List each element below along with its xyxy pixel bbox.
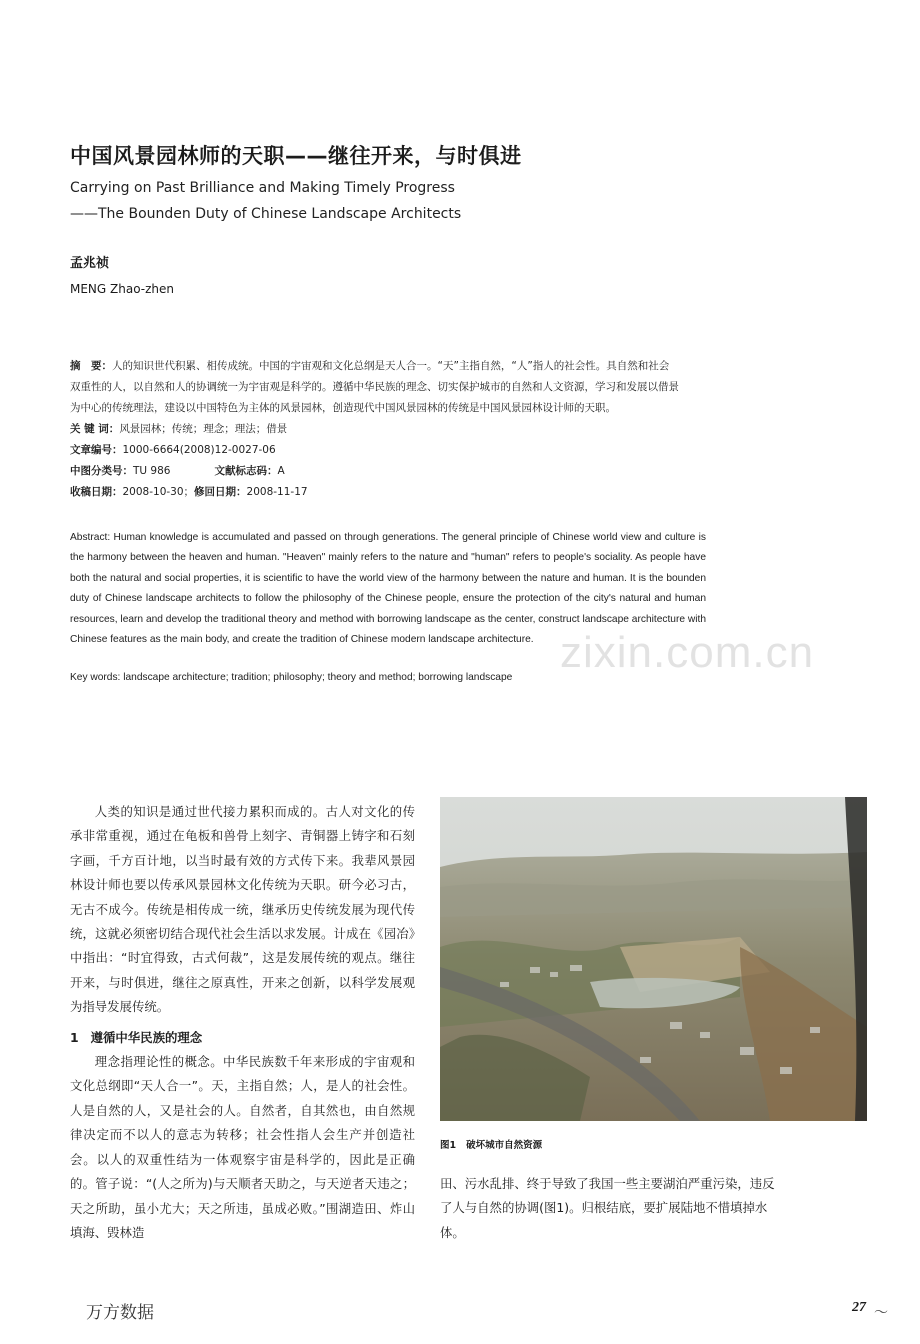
classification: 中图分类号：TU 986 文献标志码：A xyxy=(70,465,285,477)
figure-caption: 图1 破坏城市自然资源 xyxy=(440,1140,543,1151)
body-right-column xyxy=(440,1172,785,1245)
cn-abstract-line-3: 为中心的传统理法，建设以中国特色为主体的风景园林，创造现代中国风景园林的传统是中国风景园林设计师的天职。 xyxy=(70,402,616,414)
body-left-column xyxy=(70,800,415,1245)
title-en-line1: Carrying on Past Brilliance and Making Timely Progress xyxy=(70,180,455,196)
cn-abstract xyxy=(70,356,710,503)
dates: 收稿日期：2008-10-30；修回日期：2008-11-17 xyxy=(70,486,308,498)
footer-source: 万方数据 xyxy=(86,1303,154,1323)
aerial-city-photo xyxy=(440,797,867,1121)
aerial-photo-graphic xyxy=(440,797,867,1121)
en-abstract-label: Abstract: xyxy=(70,532,111,543)
right-column-paragraph: 田、污水乱排、终于导致了我国一些主要湖泊严重污染，违反了人与自然的协调(图1)。归根结底，要扩展陆地不惜填掉水体。 xyxy=(440,1176,775,1240)
section-1-heading: 1 遵循中华民族的理念 xyxy=(70,1029,203,1045)
intro-paragraph: 人类的知识是通过世代接力累积而成的。古人对文化的传承非常重视，通过在龟板和兽骨上刻字、青铜器上铸字和石刻字画，千方百计地，以当时最有效的方式传下来。我辈风景园林设计师也要以传承风景园林文化传统为天职。研今必习古，无古不成今。传统是相传成一统，继承历史传统发展为现代传统，这就必须密切结合现代社会生活以求发展。计成在《园冶》中指出：“时宜得致，古式何裁”，这是发展传统的观点。继往开来，与时俱进，继往之原真性，开来之创新，以科学发展观为指导发展传统。 xyxy=(70,804,415,1015)
cn-keywords: 关 键 词：风景园林；传统；理念；理法；借景 xyxy=(70,423,288,435)
section-1-paragraph: 理念指理论性的概念。中华民族数千年来形成的宇宙观和文化总纲即“天人合一”。天，主指自然；人，是人的社会性。人是自然的人，又是社会的人。自然者，自其然也，由自然规律决定而不以人的意志为转移；社会性指人会生产并创造社会。以人的双重性结为一体观察宇宙是科学的，因此是正确的。管子说：“(人之所为)与天顺者天助之，与天逆者天违之；天之所助，虽小尤大；天之所违，虽成必败。”围湖造田、炸山填海、毁林造 xyxy=(70,1054,415,1240)
cn-abstract-line-1: 摘 要：人的知识世代积累、相传成统。中国的宇宙观和文化总纲是天人合一。“天”主指自然，“人”指人的社会性。具自然和社会 xyxy=(70,360,670,372)
en-keywords: Key words: landscape architecture; tradition; philosophy; theory and method; borrowing landscape xyxy=(70,672,513,683)
page-number: 27 xyxy=(852,1300,866,1315)
abstract-label: 摘 要： xyxy=(70,360,112,372)
cn-abstract-line-2: 双重性的人，以自然和人的协调统一为宇宙观是科学的。遵循中华民族的理念、切实保护城市的自然和人文资源，学习和发展以借景 xyxy=(70,381,679,393)
author-en: MENG Zhao-zhen xyxy=(70,282,174,296)
author-cn: 孟兆祯 xyxy=(70,256,110,271)
article-number: 文章编号：1000-6664(2008)12-0027-06 xyxy=(70,444,276,456)
watermark: zixin.com.cn xyxy=(560,628,815,677)
en-abstract-text: Human knowledge is accumulated and passed on through generations. The general principle of Chinese world view and culture is the harmony between the heaven and human. "Heaven" mainly refers to the nature and "human" refers to people's sociality. As people have both the natural and social properties, it is scientific to have the world view of the harmony between the nature and human. It is the bounden duty of Chinese landscape architects to follow the philosophy of the Chinese people, ensure the protection of the city's natural and human resources, learn and develop the traditional theory and method with borrowing landscape as the center, construct landscape architecture with Chinese features as the main body, and create the tradition of Chinese modern landscape architecture. xyxy=(70,532,706,646)
title-cn: 中国风景园林师的天职——继往开来，与时俱进 xyxy=(70,144,522,168)
page-number-ornament: ～ xyxy=(874,1305,888,1321)
title-en-line2: ——The Bounden Duty of Chinese Landscape Architects xyxy=(70,206,462,222)
